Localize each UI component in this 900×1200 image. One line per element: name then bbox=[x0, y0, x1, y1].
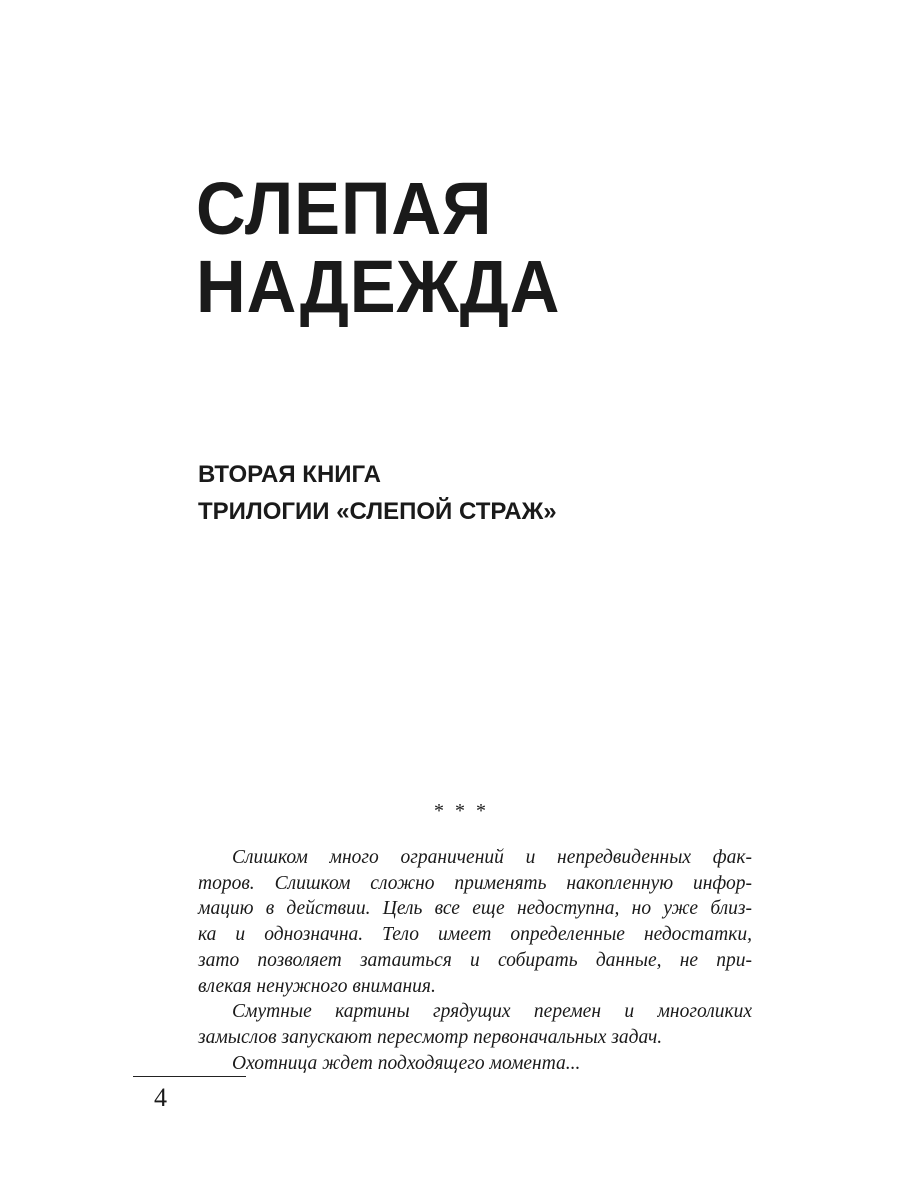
text-line: мацию в действии. Цель все еще недоступна, но уже близ- bbox=[198, 898, 752, 920]
book-title-line-1: СЛЕПАЯ bbox=[196, 167, 493, 250]
text-line: Смутные картины грядущих перемен и многоликих bbox=[232, 1001, 752, 1023]
text-line: влекая ненужного внимания. bbox=[198, 975, 436, 997]
text-line: ка и однозначна. Тело имеет определенные недостатки, bbox=[198, 924, 752, 946]
subtitle-line-2: ТРИЛОГИИ «СЛЕПОЙ СТРАЖ» bbox=[198, 498, 557, 525]
footer-rule bbox=[133, 1076, 246, 1077]
text-line: замыслов запускают пересмотр первоначальных задач. bbox=[198, 1026, 663, 1048]
page-number: 4 bbox=[154, 1083, 167, 1112]
section-separator: * * * bbox=[434, 800, 489, 822]
text-line: Охотница ждет подходящего момента... bbox=[232, 1052, 581, 1074]
text-line: зато позволяет затаиться и собирать данные, не при- bbox=[198, 949, 752, 971]
text-line: торов. Слишком сложно применять накопленную инфор- bbox=[198, 872, 752, 894]
book-title-line-2: НАДЕЖДА bbox=[196, 245, 561, 328]
epigraph-text bbox=[198, 845, 752, 1076]
subtitle-line-1: ВТОРАЯ КНИГА bbox=[198, 461, 381, 488]
text-line: Слишком много ограничений и непредвиденных фак- bbox=[232, 847, 752, 868]
